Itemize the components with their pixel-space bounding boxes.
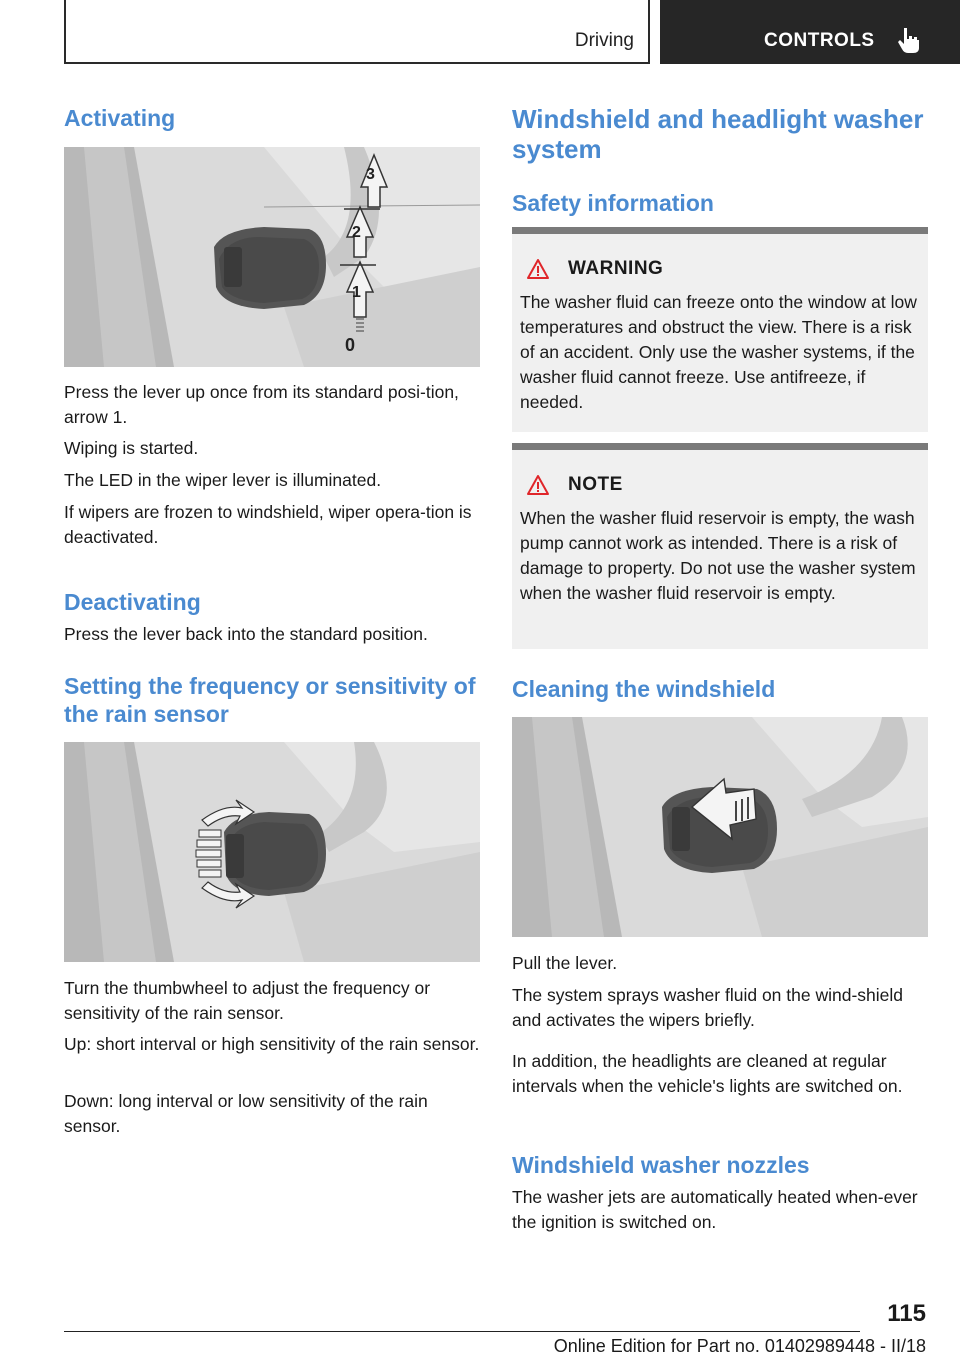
activating-paragraph-1: Press the lever up once from its standard posi‐tion, arrow 1. — [64, 382, 459, 427]
header-chapter-label: CONTROLS — [764, 30, 875, 51]
washer-system-heading: Windshield and headlight washer system — [512, 104, 924, 164]
header-chapter-box — [660, 0, 960, 64]
rain-sensor-heading: Setting the frequency or sensitivity of the rain sensor — [64, 673, 476, 727]
thumbwheel-illustration — [64, 742, 480, 962]
header-section-label: Driving — [574, 30, 634, 51]
rain-sensor-paragraph-3: Down: long interval or low sensitivity of the rain sensor. — [64, 1091, 428, 1136]
page-number: 115 — [887, 1300, 926, 1327]
pull-lever-illustration — [512, 717, 928, 937]
cleaning-paragraph-2: The system sprays washer fluid on the wind‐shield and activates the wipers briefly. — [512, 985, 904, 1030]
cleaning-paragraph-1: Pull the lever. — [512, 953, 618, 973]
deactivating-heading: Deactivating — [64, 589, 201, 615]
cleaning-windshield-heading: Cleaning the windshield — [512, 676, 776, 702]
safety-information-heading: Safety information — [512, 190, 714, 216]
arrow-label-0: 0 — [345, 335, 356, 355]
warning-box — [512, 227, 928, 432]
washer-nozzles-heading: Windshield washer nozzles — [512, 1152, 810, 1178]
arrow-label-1: 1 — [352, 284, 361, 301]
footer-divider — [64, 1331, 860, 1332]
note-title: NOTE — [568, 474, 623, 495]
note-text: When the washer fluid reservoir is empty, the wash pump cannot work as intended. There is a risk of damage to property. Do not use the washer system when the washer fluid reservoir is empty. — [520, 508, 916, 603]
rain-sensor-paragraph-2: Up: short interval or high sensitivity of the rain sensor. — [64, 1034, 480, 1054]
arrow-label-2: 2 — [352, 224, 361, 241]
note-box — [512, 443, 928, 649]
activating-paragraph-3: The LED in the wiper lever is illuminated. — [64, 470, 382, 490]
rain-sensor-paragraph-1: Turn the thumbwheel to adjust the frequency or sensitivity of the rain sensor. — [64, 978, 431, 1023]
cleaning-paragraph-3: In addition, the headlights are cleaned at regular intervals when the vehicle's lights are switched on. — [512, 1051, 903, 1096]
header-section-box — [64, 0, 650, 64]
footer-edition: Online Edition for Part no. 01402989448 - II/18 — [553, 1336, 926, 1356]
activating-heading: Activating — [64, 105, 176, 131]
washer-nozzles-paragraph: The washer jets are automatically heated when‐ever the ignition is switched on. — [512, 1187, 918, 1232]
note-header — [526, 472, 920, 498]
warning-triangle-icon — [526, 258, 550, 280]
activating-illustration — [64, 147, 480, 367]
note-triangle-icon — [526, 474, 550, 496]
warning-header — [526, 256, 920, 282]
pointing-hand-icon — [896, 26, 922, 54]
activating-paragraph-2: Wiping is started. — [64, 438, 199, 458]
warning-text: The washer fluid can freeze onto the window at low temperatures and obstruct the view. There is a risk of an accident. Only use the washer systems, if the washer fluid cannot freeze. Use antifreeze, if needed. — [520, 292, 917, 412]
deactivating-paragraph: Press the lever back into the standard position. — [64, 624, 428, 644]
warning-title: WARNING — [568, 258, 664, 279]
arrow-label-3: 3 — [366, 166, 375, 183]
activating-paragraph-4: If wipers are frozen to windshield, wiper opera‐tion is deactivated. — [64, 502, 472, 547]
